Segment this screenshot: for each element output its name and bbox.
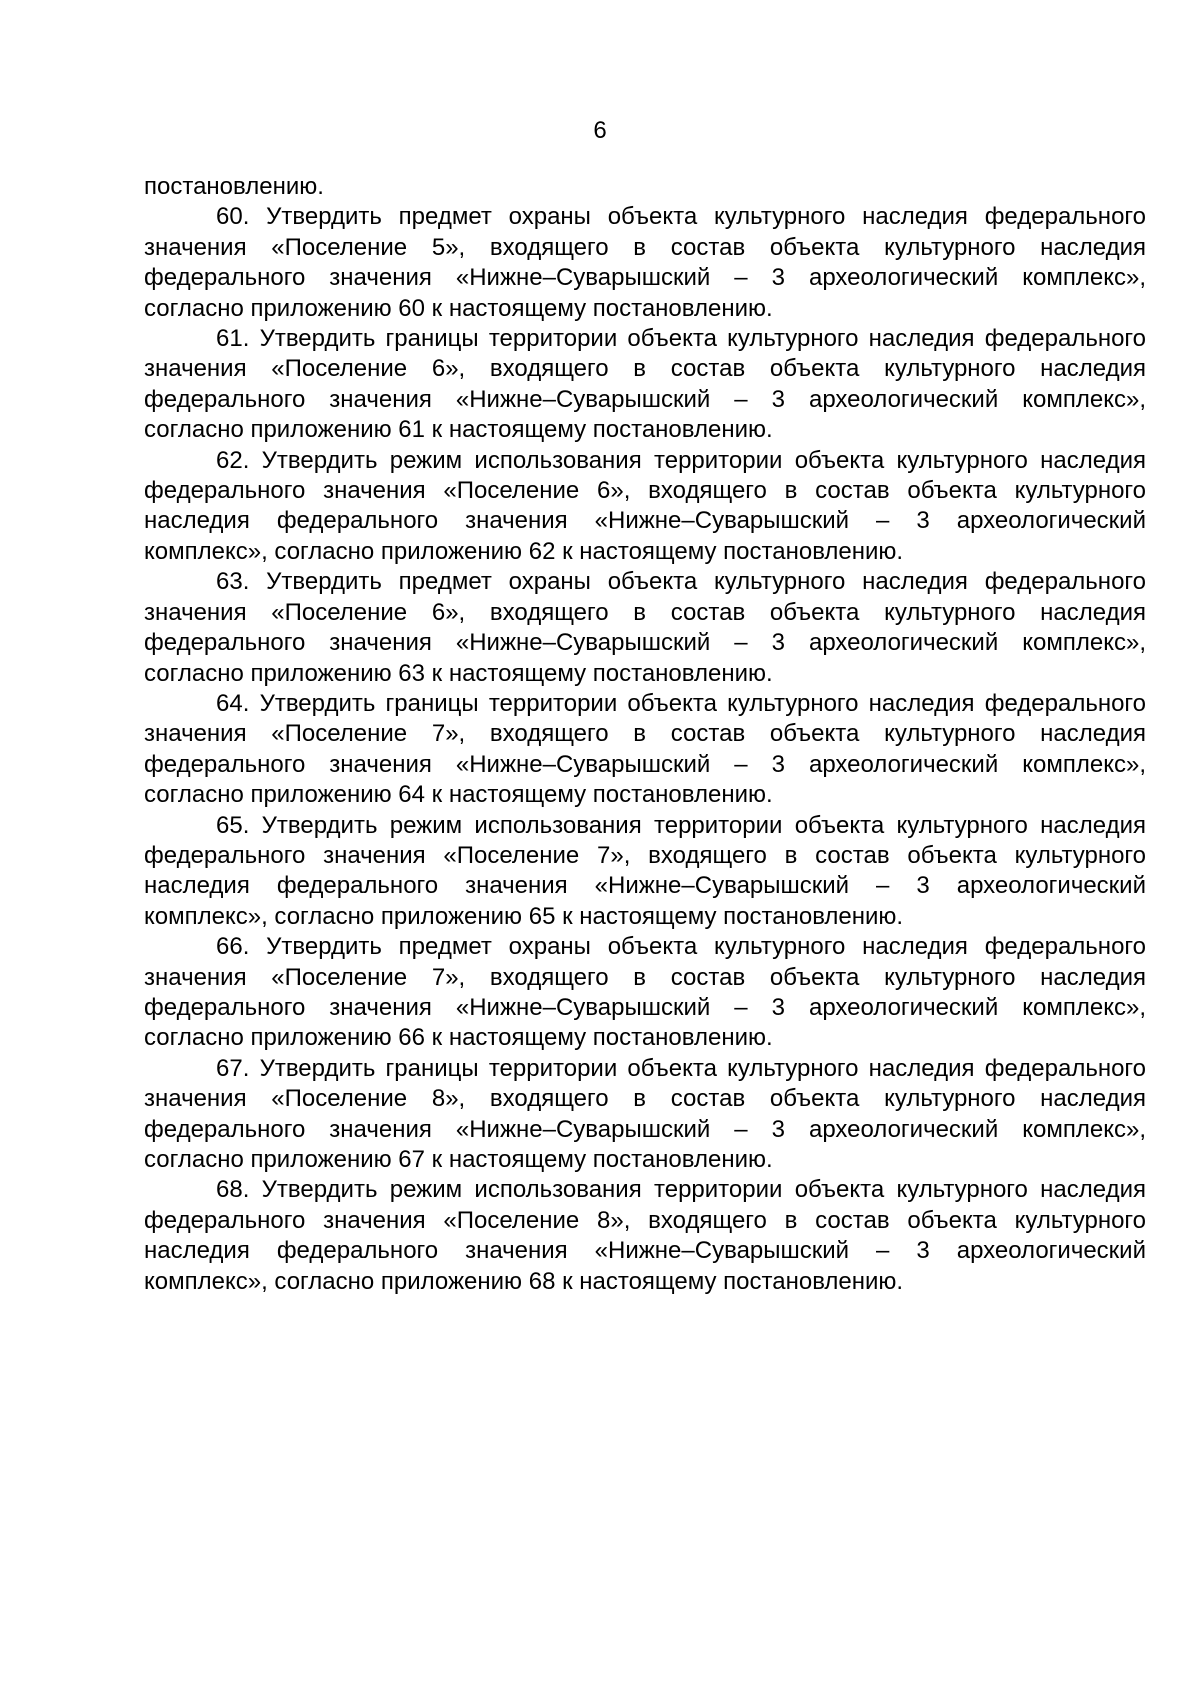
paragraph-text: Утвердить предмет охраны объекта культурного наследия федерального значения «Поселение 5», входящего в состав объекта культурного наследия федерального значения «Нижне–Суварышский – 3 археологический комплекс», согласно приложению 60 к настоящему постановлению. (144, 203, 1146, 322)
paragraph-text: Утвердить режим использования территории объекта культурного наследия федерального значения «Поселение 6», входящего в состав объекта культурного наследия федерального значения «Нижне–Суварышский – 3 археологический комплекс», согласно приложению 62 к настоящему постановлению. (144, 446, 1146, 565)
paragraph-text: Утвердить границы территории объекта культурного наследия федерального значения «Поселение 6», входящего в состав объекта культурного наследия федерального значения «Нижне–Суварышский – 3 археологический комплекс», согласно приложению 61 к настоящему постановлению. (144, 325, 1147, 444)
paragraph-68 (144, 1175, 1146, 1297)
lead-fragment: постановлению. (144, 173, 324, 200)
paragraph-61 (144, 324, 1146, 446)
paragraph-text: Утвердить режим использования территории объекта культурного наследия федерального значения «Поселение 7», входящего в состав объекта культурного наследия федерального значения «Нижне–Суварышский – 3 археологический комплекс», согласно приложению 65 к настоящему постановлению. (144, 811, 1146, 930)
paragraph-text: Утвердить границы территории объекта культурного наследия федерального значения «Поселение 8», входящего в состав объекта культурного наследия федерального значения «Нижне–Суварышский – 3 археологический комплекс», согласно приложению 67 к настоящему постановлению. (144, 1054, 1147, 1173)
paragraph-text: Утвердить границы территории объекта культурного наследия федерального значения «Поселение 7», входящего в состав объекта культурного наследия федерального значения «Нижне–Суварышский – 3 археологический комплекс», согласно приложению 64 к настоящему постановлению. (144, 689, 1147, 809)
paragraph-65 (144, 811, 1146, 933)
page-number: 6 (593, 117, 607, 144)
paragraph-63 (144, 567, 1146, 689)
paragraph-60 (144, 202, 1146, 324)
paragraph-text: Утвердить предмет охраны объекта культурного наследия федерального значения «Поселение 7», входящего в состав объекта культурного наследия федерального значения «Нижне–Суварышский – 3 археологический комплекс», согласно приложению 66 к настоящему постановлению. (144, 933, 1146, 1052)
paragraph-64 (144, 689, 1146, 811)
paragraph-67 (144, 1054, 1146, 1176)
paragraph-62 (144, 446, 1146, 568)
paragraph-number: 62. (216, 446, 250, 474)
paragraph-number: 66. (216, 933, 250, 961)
paragraph-number: 65. (216, 811, 250, 839)
paragraph-number: 64. (216, 689, 250, 717)
paragraph-text: Утвердить режим использования территории объекта культурного наследия федерального значения «Поселение 8», входящего в состав объекта культурного наследия федерального значения «Нижне–Суварышский – 3 археологический комплекс», согласно приложению 68 к настоящему постановлению. (144, 1176, 1146, 1295)
document-body (144, 172, 1146, 1297)
paragraph-number: 68. (216, 1176, 250, 1204)
paragraph-number: 67. (216, 1054, 250, 1082)
paragraph-66 (144, 932, 1146, 1054)
paragraph-number: 61. (216, 325, 250, 353)
paragraph-number: 63. (216, 568, 250, 596)
paragraph-number: 60. (216, 203, 250, 231)
paragraph-text: Утвердить предмет охраны объекта культурного наследия федерального значения «Поселение 6», входящего в состав объекта культурного наследия федерального значения «Нижне–Суварышский – 3 археологический комплекс», согласно приложению 63 к настоящему постановлению. (144, 568, 1146, 687)
